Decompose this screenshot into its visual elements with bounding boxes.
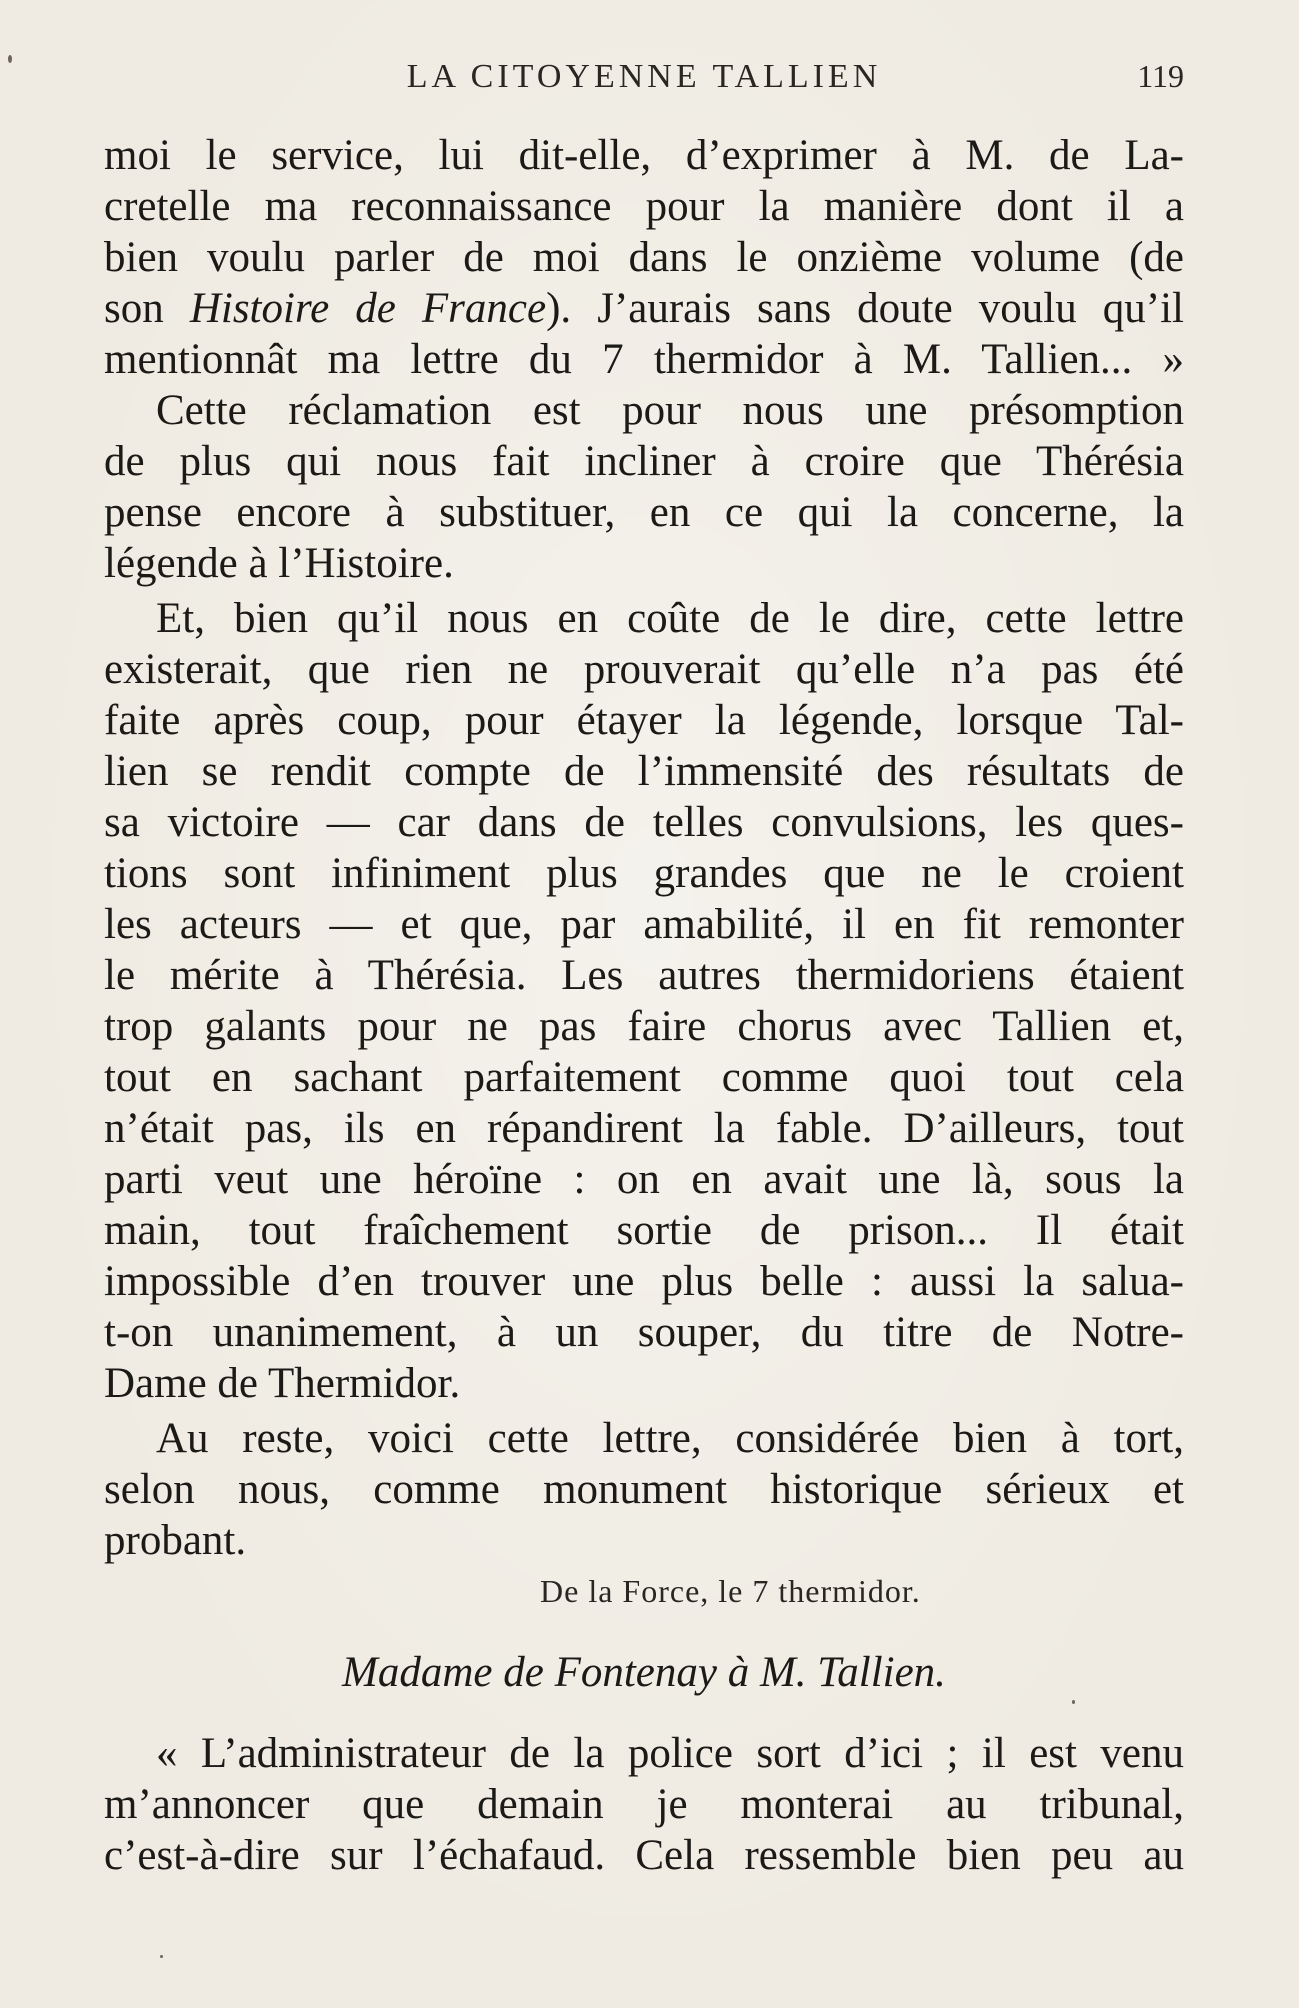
paper-speck	[8, 55, 12, 63]
text-line: le mérite à Thérésia. Les autres thermidoriens étaient	[104, 952, 1184, 999]
text-line	[104, 283, 1184, 334]
text-line: Cette réclamation est pour nous une présomption	[156, 387, 1184, 434]
text-line: probant.	[104, 1517, 247, 1564]
paper-speck	[160, 1955, 163, 1958]
text-line: légende à l’Histoire.	[104, 540, 454, 587]
text-line: impossible d’en trouver une plus belle : aussi la salua-	[104, 1258, 1184, 1305]
paragraph	[104, 385, 1184, 589]
text-line: pense encore à substituer, en ce qui la concerne, la	[104, 489, 1184, 536]
letter-heading: Madame de Fontenay à M. Tallien.	[342, 1649, 946, 1696]
text-line: les acteurs — et que, par amabilité, il en fit remonter	[104, 901, 1184, 948]
text-run: ). J’aurais sans doute voulu qu’il	[546, 285, 1184, 332]
running-title: LA CITOYENNE TALLIEN	[406, 58, 882, 95]
paragraph	[104, 593, 1184, 1409]
text-line: faite après coup, pour étayer la légende, lorsque Tal-	[104, 697, 1184, 744]
text-line: cretelle ma reconnaissance pour la manière dont il a	[104, 183, 1184, 230]
text-line: tout en sachant parfaitement comme quoi tout cela	[104, 1054, 1184, 1101]
text-line: lien se rendit compte de l’immensité des résultats de	[104, 748, 1184, 795]
page-number: 119	[1137, 58, 1184, 94]
text-line: « L’administrateur de la police sort d’ici ; il est venu	[156, 1730, 1184, 1777]
text-line: m’annoncer que demain je monterai au tribunal,	[104, 1781, 1184, 1828]
letter-text	[104, 1728, 1184, 1881]
text-line: Et, bien qu’il nous en coûte de le dire, cette lettre	[156, 595, 1184, 642]
text-line: Au reste, voici cette lettre, considérée bien à tort,	[156, 1415, 1184, 1462]
text-line: existerait, que rien ne prouverait qu’elle n’a pas été	[104, 646, 1184, 693]
text-line: trop galants pour ne pas faire chorus avec Tallien et,	[104, 1003, 1184, 1050]
text-line: de plus qui nous fait incliner à croire que Thérésia	[104, 438, 1184, 485]
body-text	[104, 130, 1184, 1566]
paragraph	[104, 130, 1184, 385]
text-run: son	[104, 285, 190, 332]
paragraph	[104, 1413, 1184, 1566]
text-line: n’était pas, ils en répandirent la fable. D’ailleurs, tout	[104, 1105, 1184, 1152]
text-line: parti veut une héroïne : on en avait une là, sous la	[104, 1156, 1184, 1203]
paper-speck	[1072, 1700, 1075, 1704]
text-line: c’est-à-dire sur l’échafaud. Cela ressemble bien peu au	[104, 1832, 1184, 1879]
text-line: Dame de Thermidor.	[104, 1360, 461, 1407]
text-line: bien voulu parler de moi dans le onzième volume (de	[104, 234, 1184, 281]
text-line: mentionnât ma lettre du 7 thermidor à M. Tallien... »	[104, 336, 1184, 383]
letter-dateline: De la Force, le 7 thermidor.	[540, 1573, 921, 1609]
text-line: tions sont infiniment plus grandes que ne le croient	[104, 850, 1184, 897]
text-line: moi le service, lui dit-elle, d’exprimer à M. de La-	[104, 132, 1184, 179]
text-line: selon nous, comme monument historique sérieux et	[104, 1466, 1184, 1513]
text-line: main, tout fraîchement sortie de prison... Il était	[104, 1207, 1184, 1254]
book-title-italic: Histoire de France	[189, 285, 547, 332]
page-header	[104, 58, 1184, 108]
text-line: t-on unanimement, à un souper, du titre de Notre-	[104, 1309, 1184, 1356]
text-line: sa victoire — car dans de telles convulsions, les ques-	[104, 799, 1184, 846]
